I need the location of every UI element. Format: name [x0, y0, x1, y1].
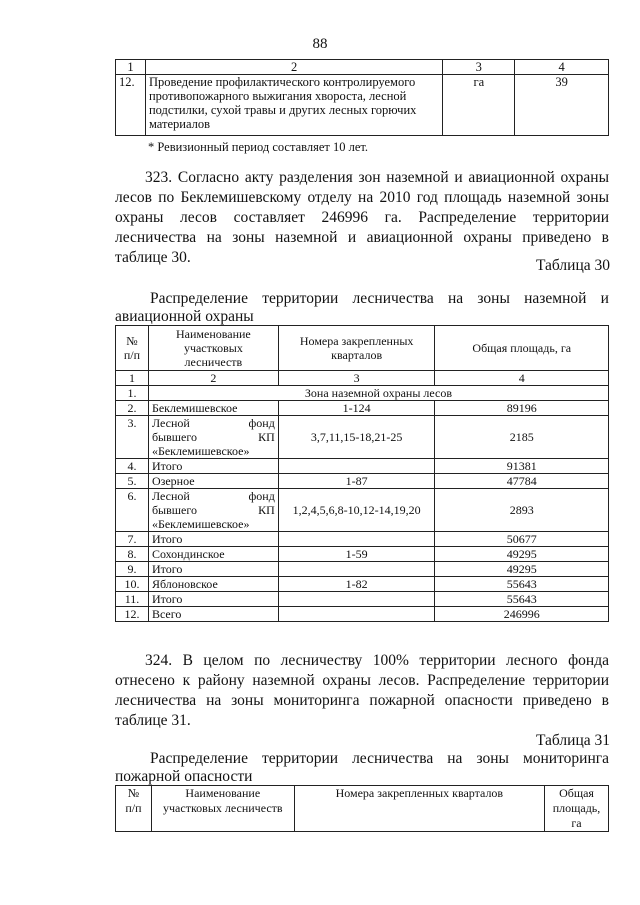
row-unit: га [443, 75, 515, 136]
table-header-row [116, 60, 609, 75]
table-31-caption: Таблица 31 [535, 732, 610, 749]
row-quarters [278, 459, 435, 474]
row-name: Итого [148, 592, 278, 607]
name-word: Лесной [151, 416, 190, 430]
row-area: 2185 [435, 416, 609, 459]
table-row [116, 562, 609, 577]
row-number: 10. [116, 577, 149, 592]
title-word: Распределение [150, 290, 248, 307]
row-quarters: 1-87 [278, 474, 435, 489]
row-number: 11. [116, 592, 149, 607]
header-name: Наименование участковых лесничеств [148, 326, 278, 371]
header-area: Общая площадь, га [545, 786, 609, 832]
row-quarters [278, 592, 435, 607]
row-name: Озерное [148, 474, 278, 489]
name-word: фонд [248, 416, 275, 430]
table-row [116, 592, 609, 607]
row-name: Итого [148, 562, 278, 577]
title-line-2: пожарной опасности [115, 768, 253, 785]
table-row [116, 416, 609, 459]
row-name: Сохондинское [148, 547, 278, 562]
row-quarters [278, 562, 435, 577]
header-num: № п/п [116, 326, 149, 371]
title-word: территории [262, 290, 339, 307]
header-quarters: Номера закрепленных кварталов [294, 786, 544, 832]
title-word: зоны [477, 290, 510, 307]
row-area: 50677 [435, 532, 609, 547]
table-31-title [115, 750, 609, 786]
title-line-2: авиационной охраны [115, 308, 254, 325]
header-cell: 2 [145, 60, 442, 75]
header-num: № п/п [116, 786, 152, 832]
description-line: противопожарного выжигания хвороста, лесной [148, 89, 407, 103]
table-31 [115, 785, 609, 832]
row-quarters: 1,2,4,5,6,8-10,12-14,19,20 [278, 489, 435, 532]
row-area: 246996 [435, 607, 609, 622]
column-number-row [116, 371, 609, 386]
name-word: бывшего [151, 430, 197, 444]
row-quarters: 1-82 [278, 577, 435, 592]
title-word: и [600, 290, 609, 307]
title-word: наземной [524, 290, 587, 307]
row-number: 5. [116, 474, 149, 489]
title-word: на [447, 750, 463, 767]
row-number: 2. [116, 401, 149, 416]
name-word: «Беклемишевское» [151, 444, 250, 458]
header-area: Общая площадь, га [435, 326, 609, 371]
table-row [116, 459, 609, 474]
footnote: * Ревизионный период составляет 10 лет. [148, 140, 369, 154]
table-30 [115, 325, 609, 622]
name-word: КП [258, 503, 275, 517]
table-row [116, 547, 609, 562]
table-row [116, 489, 609, 532]
row-quarters: 1-59 [278, 547, 435, 562]
paragraph-323: 323. Согласно акту разделения зон наземной и авиационной охраны лесов по Беклемишевскому отделу на 2010 год площадь наземной зоны охраны лесов составляет 246996 га. Распределение территории лесничества на зоны наземной и авиационной охраны приведено в таблице 30. [115, 169, 609, 266]
title-word: лесничества [352, 290, 434, 307]
row-quarters: 1-124 [278, 401, 435, 416]
page-number: 88 [312, 36, 328, 52]
table-row [116, 532, 609, 547]
row-area: 2893 [435, 489, 609, 532]
title-word: зоны [476, 750, 509, 767]
row-description [145, 75, 442, 136]
name-word: Лесной [151, 489, 190, 503]
row-area: 55643 [435, 577, 609, 592]
row-area: 55643 [435, 592, 609, 607]
row-number: 12. [116, 75, 146, 136]
col-number: 2 [148, 371, 278, 386]
table-30-caption: Таблица 30 [535, 257, 610, 274]
row-number: 12. [116, 607, 149, 622]
name-word: КП [258, 430, 275, 444]
row-quarters [278, 532, 435, 547]
table-row [116, 75, 609, 136]
description-line: Проведение профилактического контролируемого [148, 75, 416, 89]
table-row [116, 607, 609, 622]
description-line: материалов [148, 117, 211, 131]
table-30-title [115, 290, 609, 326]
row-area: 49295 [435, 547, 609, 562]
title-word: Распределение [150, 750, 248, 767]
row-quarters [278, 607, 435, 622]
row-name [148, 416, 278, 459]
row-area: 47784 [435, 474, 609, 489]
table-row [116, 577, 609, 592]
zone-label: Зона наземной охраны лесов [148, 386, 608, 401]
row-name: Беклемишевское [148, 401, 278, 416]
name-word: бывшего [151, 503, 197, 517]
header-cell: 1 [116, 60, 146, 75]
row-quarters: 3,7,11,15-18,21-25 [278, 416, 435, 459]
row-name: Всего [148, 607, 278, 622]
header-quarters: Номера закрепленных кварталов [278, 326, 435, 371]
col-number: 3 [278, 371, 435, 386]
header-cell: 3 [443, 60, 515, 75]
table-header-row [116, 326, 609, 371]
header-cell: 4 [515, 60, 609, 75]
row-area: 49295 [435, 562, 609, 577]
row-name: Итого [148, 459, 278, 474]
col-number: 4 [435, 371, 609, 386]
table-row [116, 401, 609, 416]
name-word: «Беклемишевское» [151, 517, 250, 531]
row-number: 4. [116, 459, 149, 474]
continuation-table [115, 59, 609, 136]
table-row [116, 474, 609, 489]
row-value: 39 [515, 75, 609, 136]
title-word: мониторинга [522, 750, 609, 767]
row-number: 8. [116, 547, 149, 562]
header-name: Наименование участковых лесничеств [151, 786, 294, 832]
row-number: 1. [116, 386, 149, 401]
row-number: 6. [116, 489, 149, 532]
title-word: на [447, 290, 464, 307]
row-area: 89196 [435, 401, 609, 416]
row-name [148, 489, 278, 532]
description-line: подстилки, сухой травы и других лесных горючих [148, 103, 417, 117]
row-name: Яблоновское [148, 577, 278, 592]
title-word: лесничества [352, 750, 434, 767]
row-number: 7. [116, 532, 149, 547]
title-word: территории [261, 750, 339, 767]
zone-row [116, 386, 609, 401]
paragraph-324: 324. В целом по лесничеству 100% территории лесного фонда отнесено к району наземной охраны лесов. Распределение территории лесничества на зоны мониторинга пожарной опасности приведено в таблице 31. [115, 652, 609, 729]
row-number: 9. [116, 562, 149, 577]
table-header-row [116, 786, 609, 832]
row-area: 91381 [435, 459, 609, 474]
row-name: Итого [148, 532, 278, 547]
col-number: 1 [116, 371, 149, 386]
row-number: 3. [116, 416, 149, 459]
name-word: фонд [248, 489, 275, 503]
